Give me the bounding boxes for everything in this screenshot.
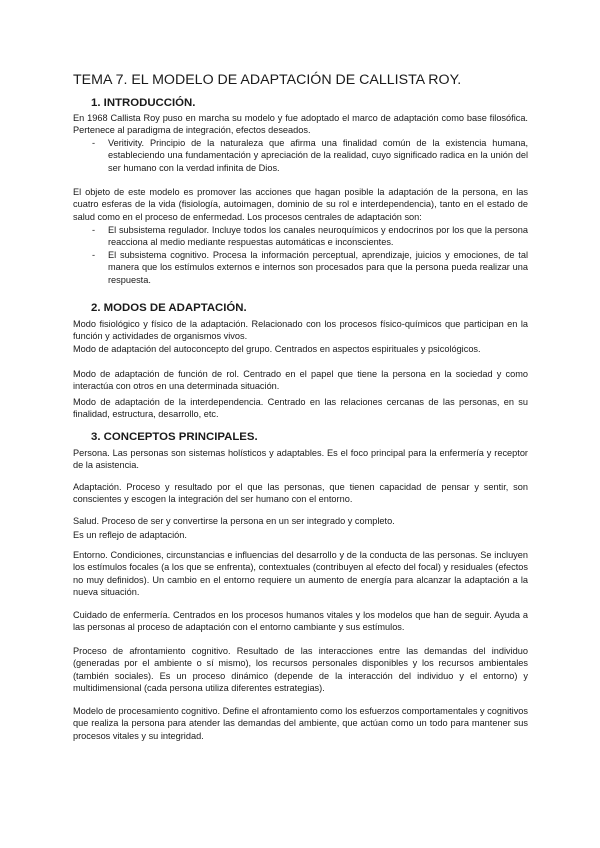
bullet-list-intro bbox=[73, 137, 528, 174]
section-heading-modos: 2. MODOS DE ADAPTACIÓN. bbox=[91, 302, 247, 314]
bullet-marker: - bbox=[92, 138, 96, 148]
bullet-marker: - bbox=[92, 249, 96, 260]
paragraph-intro: En 1968 Callista Roy puso en marcha su modelo y fue adoptado el marco de adaptación como base filosófica. Pertenece al paradigma de integración, efectos deseados. bbox=[73, 113, 528, 136]
paragraph-modo-interdependencia: Modo de adaptación de la interdependencia. Centrado en las relaciones cercanas de las personas, en su finalidad, estructura, desarrollo, etc. bbox=[73, 397, 528, 420]
section-heading-conceptos: 3. CONCEPTOS PRINCIPALES. bbox=[91, 431, 258, 443]
list-item bbox=[73, 249, 528, 286]
list-item-text: El subsistema cognitivo. Procesa la información perceptual, aprendizaje, juicios y emociones, de tal manera que los estímulos externos e internos son procesados para que la persona pueda realizar una respuesta. bbox=[108, 249, 528, 285]
paragraph-modo-autoconcepto: Modo de adaptación del autoconcepto del grupo. Centrados en aspectos espirituales y psicológicos. bbox=[73, 344, 481, 354]
paragraph-salud-reflejo: Es un reflejo de adaptación. bbox=[73, 530, 187, 540]
paragraph-afrontamiento: Proceso de afrontamiento cognitivo. Resultado de las interacciones entre las demandas del individuo (generadas por el ambiente o sí mismo), los recursos personales disponibles y los recursos ambientales (también sociales). Es un proceso dinámico (depende de la interacción del individuo y el entorno) y multidimensional (cada persona utiliza diferentes estrategias). bbox=[73, 646, 528, 694]
paragraph-persona: Persona. Las personas son sistemas holísticos y adaptables. Es el foco principal para la enfermería y receptor de la asistencia. bbox=[73, 448, 528, 471]
section-heading-introduccion: 1. INTRODUCCIÓN. bbox=[91, 97, 196, 109]
bullet-marker: - bbox=[92, 225, 96, 235]
paragraph-procesamiento: Modelo de procesamiento cognitivo. Define el afrontamiento como los esfuerzos comportamentales y cognitivos que realiza la persona para atender las demandas del ambiente, que actúan como un todo para mantener sus procesos vitales y su integridad. bbox=[73, 706, 529, 741]
list-item bbox=[73, 224, 528, 249]
list-item bbox=[73, 137, 528, 174]
paragraph-modo-rol: Modo de adaptación de función de rol. Centrado en el papel que tiene la persona en la sociedad y como interactúa con otros en una determinada situación. bbox=[73, 369, 528, 392]
list-item-text: Veritivity. Principio de la naturaleza que afirma una finalidad común de la existencia humana, estableciendo una fundamentación y apreciación de la realidad, cuyo significado radica en la unión del ser humano con la verdad infinita de Dios. bbox=[108, 138, 528, 173]
bullet-list-procesos bbox=[73, 224, 528, 286]
paragraph-adaptacion: Adaptación. Proceso y resultado por el que las personas, que tienen capacidad de pensar y sentir, son conscientes y escogen la integración del ser humano con el entorno. bbox=[73, 482, 528, 505]
page-title: TEMA 7. EL MODELO DE ADAPTACIÓN DE CALLISTA ROY. bbox=[73, 72, 462, 88]
paragraph-modo-fisiologico: Modo fisiológico y físico de la adaptación. Relacionado con los procesos físico-químicos que participan en la función y actividades de organismos vivos. bbox=[73, 319, 528, 342]
paragraph-salud: Salud. Proceso de ser y convertirse la persona en un ser integrado y completo. bbox=[73, 516, 395, 526]
paragraph-cuidado-enfermeria: Cuidado de enfermería. Centrados en los procesos humanos vitales y los modelos que han de seguir. Ayuda a las personas al proceso de adaptación con el entorno cambiante y sus estímulos. bbox=[73, 610, 528, 633]
paragraph-objeto: El objeto de este modelo es promover las acciones que hagan posible la adaptación de la persona, en las cuatro esferas de la vida (fisiología, autoimagen, dominio de su rol e interdependencia), tanto en el estado de salud como en el proceso de enfermedad. Los procesos centrales de adaptación son: bbox=[73, 187, 528, 222]
paragraph-entorno: Entorno. Condiciones, circunstancias e influencias del desarrollo y de la conducta de las personas. Se incluyen los estímulos focales (a los que se enfrenta), contextuales (contribuyen al efecto del focal) y residuales (efectos no muy definidos). Un cambio en el entorno requiere un aumento de energía para alcanzar la adaptación a la nueva situación. bbox=[73, 550, 528, 598]
list-item-text: El subsistema regulador. Incluye todos los canales neuroquímicos y endocrinos por los que la persona reacciona al medio mediante respuestas automáticas e inconscientes. bbox=[108, 225, 528, 248]
